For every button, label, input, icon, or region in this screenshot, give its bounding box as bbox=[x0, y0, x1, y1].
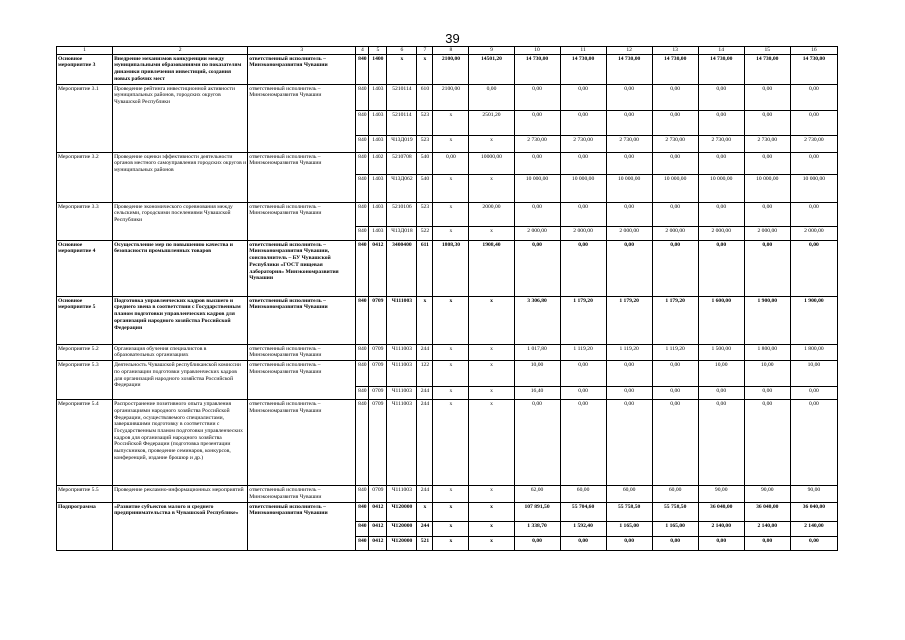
table-cell: 107 891,50 bbox=[514, 502, 560, 521]
table-cell: 60,00 bbox=[560, 486, 606, 502]
table-cell: 1 179,20 bbox=[606, 296, 652, 344]
table-cell: 10 000,00 bbox=[790, 174, 837, 202]
item-code: Основное мероприятие 3 bbox=[57, 54, 113, 84]
table-cell: 0,00 bbox=[652, 110, 698, 135]
table-cell: 0,00 bbox=[790, 240, 837, 296]
table-cell: 244 bbox=[417, 521, 433, 536]
table-cell: 2501,20 bbox=[469, 110, 514, 135]
table-row bbox=[57, 240, 838, 296]
table-cell: 2 140,00 bbox=[698, 521, 744, 536]
table-cell: 0412 bbox=[369, 502, 387, 521]
table-cell: 1 592,40 bbox=[560, 521, 606, 536]
table-cell: 0,00 bbox=[514, 202, 560, 226]
table-cell: Ч111003 bbox=[387, 486, 417, 502]
table-cell: 840 bbox=[356, 536, 369, 550]
table-cell: 0,00 bbox=[606, 361, 652, 387]
table-cell: 1403 bbox=[369, 84, 387, 110]
table-cell: х bbox=[433, 344, 469, 360]
table-cell: 0,00 bbox=[698, 152, 744, 174]
item-code: Мероприятие 3.2 bbox=[57, 152, 113, 202]
table-cell: 2 730,00 bbox=[606, 135, 652, 152]
column-number: 6 bbox=[387, 47, 417, 55]
table-cell: 2100,00 bbox=[433, 54, 469, 84]
table-cell: 540 bbox=[417, 152, 433, 174]
table-cell: 10 000,00 bbox=[606, 174, 652, 202]
column-number: 16 bbox=[790, 47, 837, 55]
table-cell: х bbox=[433, 361, 469, 387]
table-cell: 0709 bbox=[369, 296, 387, 344]
table-cell: 1403 bbox=[369, 174, 387, 202]
table-cell: 2 730,00 bbox=[560, 135, 606, 152]
table-cell: 1403 bbox=[369, 135, 387, 152]
table-cell: 0,00 bbox=[560, 202, 606, 226]
table-cell: 840 bbox=[356, 54, 369, 84]
table-cell: 0,00 bbox=[652, 387, 698, 400]
item-executor: ответственный исполнитель – Минэкономразвития Чувашии bbox=[248, 486, 356, 502]
table-cell: 2 730,00 bbox=[790, 135, 837, 152]
table-cell: 0,00 bbox=[606, 536, 652, 550]
table-cell: 62,00 bbox=[514, 486, 560, 502]
table-cell: 2000,00 bbox=[469, 202, 514, 226]
item-code: Мероприятие 5.4 bbox=[57, 400, 113, 486]
table-cell: 0,00 bbox=[606, 152, 652, 174]
item-code: Подпрограмма bbox=[57, 502, 113, 550]
table-row bbox=[57, 400, 838, 486]
table-cell: 2 000,00 bbox=[698, 226, 744, 240]
item-executor: ответственный исполнитель – Минэкономразвития Чувашии bbox=[248, 502, 356, 550]
table-cell: х bbox=[433, 502, 469, 521]
table-cell: х bbox=[469, 521, 514, 536]
table-cell: 840 bbox=[356, 344, 369, 360]
table-cell: 0,00 bbox=[790, 400, 837, 486]
table-cell: 1 119,20 bbox=[606, 344, 652, 360]
table-cell: х bbox=[469, 400, 514, 486]
table-cell: 0,00 bbox=[560, 400, 606, 486]
table-cell: 1 800,00 bbox=[744, 344, 790, 360]
table-cell: 10,00 bbox=[514, 361, 560, 387]
table-cell: 2 000,00 bbox=[652, 226, 698, 240]
table-cell: Ч111003 bbox=[387, 387, 417, 400]
table-cell: х bbox=[469, 174, 514, 202]
table-cell: 1403 bbox=[369, 110, 387, 135]
table-cell: 5210114 bbox=[387, 110, 417, 135]
table-cell: 840 bbox=[356, 135, 369, 152]
table-cell: 0,00 bbox=[744, 152, 790, 174]
table-row bbox=[57, 361, 838, 387]
table-cell: 1 900,00 bbox=[790, 296, 837, 344]
table-cell: 1402 bbox=[369, 152, 387, 174]
item-code: Мероприятие 5.5 bbox=[57, 486, 113, 502]
table-cell: 0709 bbox=[369, 387, 387, 400]
table-cell: 840 bbox=[356, 361, 369, 387]
table-cell: х bbox=[433, 536, 469, 550]
table-cell: 5210708 bbox=[387, 152, 417, 174]
table-cell: 36 040,00 bbox=[698, 502, 744, 521]
table-cell: 0,00 bbox=[560, 110, 606, 135]
table-cell: 0,00 bbox=[606, 387, 652, 400]
table-cell: Ч111003 bbox=[387, 400, 417, 486]
table-cell: 0,00 bbox=[790, 152, 837, 174]
table-cell: 14 730,00 bbox=[560, 54, 606, 84]
table-cell: 0,00 bbox=[606, 400, 652, 486]
table-cell: х bbox=[469, 387, 514, 400]
table-cell: 611 bbox=[417, 240, 433, 296]
table-cell: 10,00 bbox=[790, 361, 837, 387]
table-cell: 1 600,00 bbox=[698, 296, 744, 344]
column-number-row bbox=[57, 47, 838, 55]
table-cell: 840 bbox=[356, 296, 369, 344]
table-cell: 0,00 bbox=[652, 400, 698, 486]
table-cell: 0,00 bbox=[514, 84, 560, 110]
table-cell: 0,00 bbox=[652, 361, 698, 387]
table-cell: 2 000,00 bbox=[744, 226, 790, 240]
table-row bbox=[57, 152, 838, 174]
item-code: Мероприятие 5.3 bbox=[57, 361, 113, 400]
table-cell: 0709 bbox=[369, 361, 387, 387]
table-cell: х bbox=[469, 344, 514, 360]
table-cell: 0,00 bbox=[606, 110, 652, 135]
table-cell: х bbox=[417, 296, 433, 344]
item-title: «Развитие субъектов малого и среднего предпринимательства в Чувашской Республике» bbox=[113, 502, 248, 550]
table-cell: Ч111003 bbox=[387, 344, 417, 360]
table-cell: 10 000,00 bbox=[744, 174, 790, 202]
table-cell: 0,00 bbox=[744, 387, 790, 400]
table-cell: 0,00 bbox=[514, 152, 560, 174]
item-title: Проведение экономического соревнования между сельскими, городскими поселениями Чувашской Республики bbox=[113, 202, 248, 240]
column-number: 4 bbox=[356, 47, 369, 55]
table-cell: 244 bbox=[417, 486, 433, 502]
table-cell: 0,00 bbox=[698, 387, 744, 400]
column-number: 10 bbox=[514, 47, 560, 55]
table-cell: 1908,40 bbox=[469, 240, 514, 296]
table-cell: 0,00 bbox=[560, 84, 606, 110]
table-row bbox=[57, 84, 838, 110]
table-cell: Ч13Д062 bbox=[387, 174, 417, 202]
table-cell: 840 bbox=[356, 110, 369, 135]
table-cell: 2 140,00 bbox=[744, 521, 790, 536]
table-cell: 1 500,00 bbox=[698, 344, 744, 360]
table-cell: 0,00 bbox=[744, 202, 790, 226]
table-cell: 0,00 bbox=[698, 240, 744, 296]
table-cell: х bbox=[433, 387, 469, 400]
column-number: 2 bbox=[113, 47, 248, 55]
table-cell: х bbox=[433, 226, 469, 240]
table-cell: 2100,00 bbox=[433, 84, 469, 110]
table-cell: 14 730,00 bbox=[698, 54, 744, 84]
table-cell: Ч120000 bbox=[387, 502, 417, 521]
table-cell: 60,00 bbox=[652, 486, 698, 502]
table-cell: 1 165,00 bbox=[606, 521, 652, 536]
table-cell: 2 730,00 bbox=[698, 135, 744, 152]
table-row bbox=[57, 344, 838, 360]
table-cell: 2 730,00 bbox=[514, 135, 560, 152]
item-title: Деятельность Чувашской республиканской комиссии по организации подготовки управленческих кадров для организаций народного хозяйства Российской Федерации bbox=[113, 361, 248, 400]
column-number: 5 bbox=[369, 47, 387, 55]
table-cell: 2 730,00 bbox=[652, 135, 698, 152]
table-body bbox=[57, 47, 838, 551]
table-cell: 1 119,20 bbox=[560, 344, 606, 360]
table-cell: Ч13Д018 bbox=[387, 226, 417, 240]
table-cell: 0,00 bbox=[433, 152, 469, 174]
table-cell: 0,00 bbox=[744, 240, 790, 296]
table-cell: х bbox=[433, 135, 469, 152]
table-cell: 14501,20 bbox=[469, 54, 514, 84]
column-number: 15 bbox=[744, 47, 790, 55]
table-row bbox=[57, 296, 838, 344]
table-cell: 0,00 bbox=[744, 400, 790, 486]
table-cell: х bbox=[469, 296, 514, 344]
budget-table bbox=[56, 46, 838, 551]
table-cell: 1 338,70 bbox=[514, 521, 560, 536]
item-code: Мероприятие 3.3 bbox=[57, 202, 113, 240]
table-cell: 10 000,00 bbox=[698, 174, 744, 202]
table-cell: х bbox=[469, 226, 514, 240]
table-cell: Ч120000 bbox=[387, 521, 417, 536]
item-executor: ответственный исполнитель – Минэкономразвития Чувашии bbox=[248, 84, 356, 152]
page-number: 39 bbox=[445, 31, 460, 46]
table-cell: 0412 bbox=[369, 536, 387, 550]
item-executor: ответственный исполнитель – Минэкономразвития Чувашии bbox=[248, 152, 356, 202]
table-cell: 10,00 bbox=[698, 361, 744, 387]
table-cell: х bbox=[433, 174, 469, 202]
table-cell: 0,00 bbox=[698, 202, 744, 226]
table-cell: Ч13Д019 bbox=[387, 135, 417, 152]
table-cell: 1403 bbox=[369, 202, 387, 226]
table-row bbox=[57, 54, 838, 84]
table-cell: 1 179,20 bbox=[560, 296, 606, 344]
table-cell: х bbox=[433, 202, 469, 226]
table-cell: Ч111003 bbox=[387, 361, 417, 387]
table-cell: 0,00 bbox=[469, 84, 514, 110]
item-executor: ответственный исполнитель – Минэкономразвития Чувашии bbox=[248, 361, 356, 400]
table-row bbox=[57, 502, 838, 521]
table-cell: 0,00 bbox=[790, 202, 837, 226]
table-cell: 1 017,80 bbox=[514, 344, 560, 360]
table-cell: 840 bbox=[356, 400, 369, 486]
table-cell: 36 040,00 bbox=[744, 502, 790, 521]
table-cell: 521 bbox=[417, 536, 433, 550]
table-cell: 244 bbox=[417, 387, 433, 400]
table-cell: х bbox=[469, 486, 514, 502]
item-executor: ответственный исполнитель – Минэкономразвития Чувашии bbox=[248, 344, 356, 360]
column-number: 11 bbox=[560, 47, 606, 55]
item-executor: ответственный исполнитель – Минэкономразвития Чувашии bbox=[248, 296, 356, 344]
item-code: Мероприятие 5.2 bbox=[57, 344, 113, 360]
table-cell: 55 704,60 bbox=[560, 502, 606, 521]
table-cell: 0,00 bbox=[514, 110, 560, 135]
item-code: Мероприятие 3.1 bbox=[57, 84, 113, 152]
item-title: Осуществление мер по повышению качества и безопасности промышленных товаров bbox=[113, 240, 248, 296]
table-cell: 0,00 bbox=[652, 536, 698, 550]
table-cell: 0,00 bbox=[652, 84, 698, 110]
table-cell: 1 119,20 bbox=[652, 344, 698, 360]
item-title: Проведение рейтинга инвестиционной активности муниципальных районов, городских округов Чувашской Республики bbox=[113, 84, 248, 152]
column-number: 3 bbox=[248, 47, 356, 55]
table-cell: 0,00 bbox=[790, 387, 837, 400]
table-cell: 14 730,00 bbox=[606, 54, 652, 84]
table-cell: 0,00 bbox=[514, 400, 560, 486]
table-cell: 0,00 bbox=[790, 536, 837, 550]
table-cell: 0,00 bbox=[606, 202, 652, 226]
table-cell: 10 000,00 bbox=[652, 174, 698, 202]
table-cell: 60,00 bbox=[606, 486, 652, 502]
table-cell: 0,00 bbox=[514, 536, 560, 550]
table-cell: 244 bbox=[417, 344, 433, 360]
table-cell: х bbox=[469, 536, 514, 550]
table-cell: 14 730,00 bbox=[744, 54, 790, 84]
table-cell: 840 bbox=[356, 502, 369, 521]
table-cell: 2 000,00 bbox=[790, 226, 837, 240]
table-cell: 0,00 bbox=[560, 240, 606, 296]
table-cell: 122 bbox=[417, 361, 433, 387]
table-cell: 1808,30 bbox=[433, 240, 469, 296]
table-cell: 1 800,00 bbox=[790, 344, 837, 360]
table-cell: 1403 bbox=[369, 226, 387, 240]
table-cell: 1 179,20 bbox=[652, 296, 698, 344]
table-cell: 0709 bbox=[369, 486, 387, 502]
table-cell: 0,00 bbox=[652, 202, 698, 226]
item-title: Проведение рекламно-информационных мероприятий bbox=[113, 486, 248, 502]
table-cell: 0709 bbox=[369, 400, 387, 486]
table-cell: Ч111003 bbox=[387, 296, 417, 344]
table-cell: 1 165,00 bbox=[652, 521, 698, 536]
table-cell: 840 bbox=[356, 84, 369, 110]
item-executor: ответственный исполнитель – Минэкономразвития Чувашии bbox=[248, 400, 356, 486]
column-number: 13 bbox=[652, 47, 698, 55]
table-cell: 0,00 bbox=[698, 84, 744, 110]
table-cell: 14 730,00 bbox=[514, 54, 560, 84]
table-row bbox=[57, 202, 838, 226]
table-cell: х bbox=[433, 521, 469, 536]
table-cell: х bbox=[469, 361, 514, 387]
table-cell: 0412 bbox=[369, 240, 387, 296]
table-cell: 0,00 bbox=[744, 536, 790, 550]
table-cell: х bbox=[433, 400, 469, 486]
item-title: Распространение позитивного опыта управления организациями народного хозяйства Российской Федерации, осуществляемого специалистами, завершившими подготовку в соответствии с Государственным планом подготовки управленческих кадров для организаций народного хозяйства Российской Федерации (подготовка презентации выпускников, проведение семинаров, конкурсов, конференций, издание брошюр и др.) bbox=[113, 400, 248, 486]
table-cell: 0,00 bbox=[560, 361, 606, 387]
table-cell: 36 040,00 bbox=[790, 502, 837, 521]
table-cell: 244 bbox=[417, 400, 433, 486]
table-cell: 2 000,00 bbox=[514, 226, 560, 240]
table-cell: 16,40 bbox=[514, 387, 560, 400]
column-number: 8 bbox=[433, 47, 469, 55]
table-cell: 523 bbox=[417, 110, 433, 135]
table-cell: 0,00 bbox=[560, 152, 606, 174]
table-cell: х bbox=[387, 54, 417, 84]
table-cell: 10,00 bbox=[744, 361, 790, 387]
table-cell: 840 bbox=[356, 202, 369, 226]
table-cell: 10 000,00 bbox=[514, 174, 560, 202]
table-cell: 55 758,50 bbox=[652, 502, 698, 521]
table-cell: х bbox=[469, 502, 514, 521]
column-number: 14 bbox=[698, 47, 744, 55]
table-cell: 0,00 bbox=[652, 240, 698, 296]
table-cell: 0,00 bbox=[790, 110, 837, 135]
table-cell: 0,00 bbox=[698, 400, 744, 486]
table-cell: 0,00 bbox=[698, 536, 744, 550]
table-cell: 0,00 bbox=[698, 110, 744, 135]
table-cell: 840 bbox=[356, 486, 369, 502]
table-cell: 840 bbox=[356, 240, 369, 296]
table-row bbox=[57, 486, 838, 502]
table-cell: 1 900,00 bbox=[744, 296, 790, 344]
item-title: Проведение оценки эффективности деятельности органов местного самоуправления городских округов и муниципальных районов bbox=[113, 152, 248, 202]
table-cell: 5210114 bbox=[387, 84, 417, 110]
item-code: Основное мероприятие 5 bbox=[57, 296, 113, 344]
table-cell: 523 bbox=[417, 202, 433, 226]
table-cell: 0412 bbox=[369, 521, 387, 536]
table-cell: 2 730,00 bbox=[744, 135, 790, 152]
table-cell: 2 000,00 bbox=[560, 226, 606, 240]
table-cell: х bbox=[469, 135, 514, 152]
table-cell: 1400 bbox=[369, 54, 387, 84]
table-cell: 10 000,00 bbox=[560, 174, 606, 202]
item-title: Подготовка управленческих кадров высшего и среднего звена в соответствии с Государственным планом подготовки управленческих кадров для организаций народного хозяйства Российской Федерации bbox=[113, 296, 248, 344]
column-number: 12 bbox=[606, 47, 652, 55]
table-cell: Ч120000 bbox=[387, 536, 417, 550]
table-cell: 90,00 bbox=[744, 486, 790, 502]
table-cell: 610 bbox=[417, 84, 433, 110]
table-cell: 14 730,00 bbox=[790, 54, 837, 84]
table-cell: 3 306,80 bbox=[514, 296, 560, 344]
table-cell: 522 bbox=[417, 226, 433, 240]
table-cell: 2 000,00 bbox=[606, 226, 652, 240]
table-cell: х bbox=[417, 54, 433, 84]
table-cell: 840 bbox=[356, 387, 369, 400]
table-cell: 14 730,00 bbox=[652, 54, 698, 84]
column-number: 7 bbox=[417, 47, 433, 55]
table-cell: 0,00 bbox=[652, 152, 698, 174]
table-cell: 0709 bbox=[369, 344, 387, 360]
table-cell: 540 bbox=[417, 174, 433, 202]
table-cell: 0,00 bbox=[744, 110, 790, 135]
table-cell: 0,00 bbox=[514, 240, 560, 296]
column-number: 9 bbox=[469, 47, 514, 55]
table-cell: 2 140,00 bbox=[790, 521, 837, 536]
table-cell: 840 bbox=[356, 174, 369, 202]
table-cell: 840 bbox=[356, 226, 369, 240]
item-executor: ответственный исполнитель – Минэкономразвития Чувашии, соисполнитель – БУ Чувашской Республики «ГОСТ пищевая лаборатория» Минэкономразвития Чувашии bbox=[248, 240, 356, 296]
table-cell: 90,00 bbox=[790, 486, 837, 502]
table-cell: 0,00 bbox=[606, 84, 652, 110]
table-cell: 0,00 bbox=[560, 536, 606, 550]
table-cell: 10000,00 bbox=[469, 152, 514, 174]
table-cell: 0,00 bbox=[606, 240, 652, 296]
item-code: Основное мероприятие 4 bbox=[57, 240, 113, 296]
item-title: Внедрение механизмов конкуренции между муниципальными образованиями по показателям динамики привлечения инвестиций, создания новых рабочих мест bbox=[113, 54, 248, 84]
table-cell: 523 bbox=[417, 135, 433, 152]
table-cell: 0,00 bbox=[744, 84, 790, 110]
table-cell: х bbox=[433, 110, 469, 135]
table-cell: х bbox=[417, 502, 433, 521]
table-cell: 90,00 bbox=[698, 486, 744, 502]
table-cell: 840 bbox=[356, 152, 369, 174]
table-cell: 5210106 bbox=[387, 202, 417, 226]
table-cell: 840 bbox=[356, 521, 369, 536]
table-cell: 0,00 bbox=[790, 84, 837, 110]
table-cell: 3400400 bbox=[387, 240, 417, 296]
table-cell: 0,00 bbox=[560, 387, 606, 400]
column-number: 1 bbox=[57, 47, 113, 55]
table-cell: 55 758,50 bbox=[606, 502, 652, 521]
table-cell: х bbox=[433, 486, 469, 502]
table-cell: х bbox=[433, 296, 469, 344]
item-executor: ответственный исполнитель – Минэкономразвития Чувашии bbox=[248, 54, 356, 84]
item-executor: ответственный исполнитель – Минэкономразвития Чувашии bbox=[248, 202, 356, 240]
item-title: Организация обучения специалистов в образовательных организациях bbox=[113, 344, 248, 360]
